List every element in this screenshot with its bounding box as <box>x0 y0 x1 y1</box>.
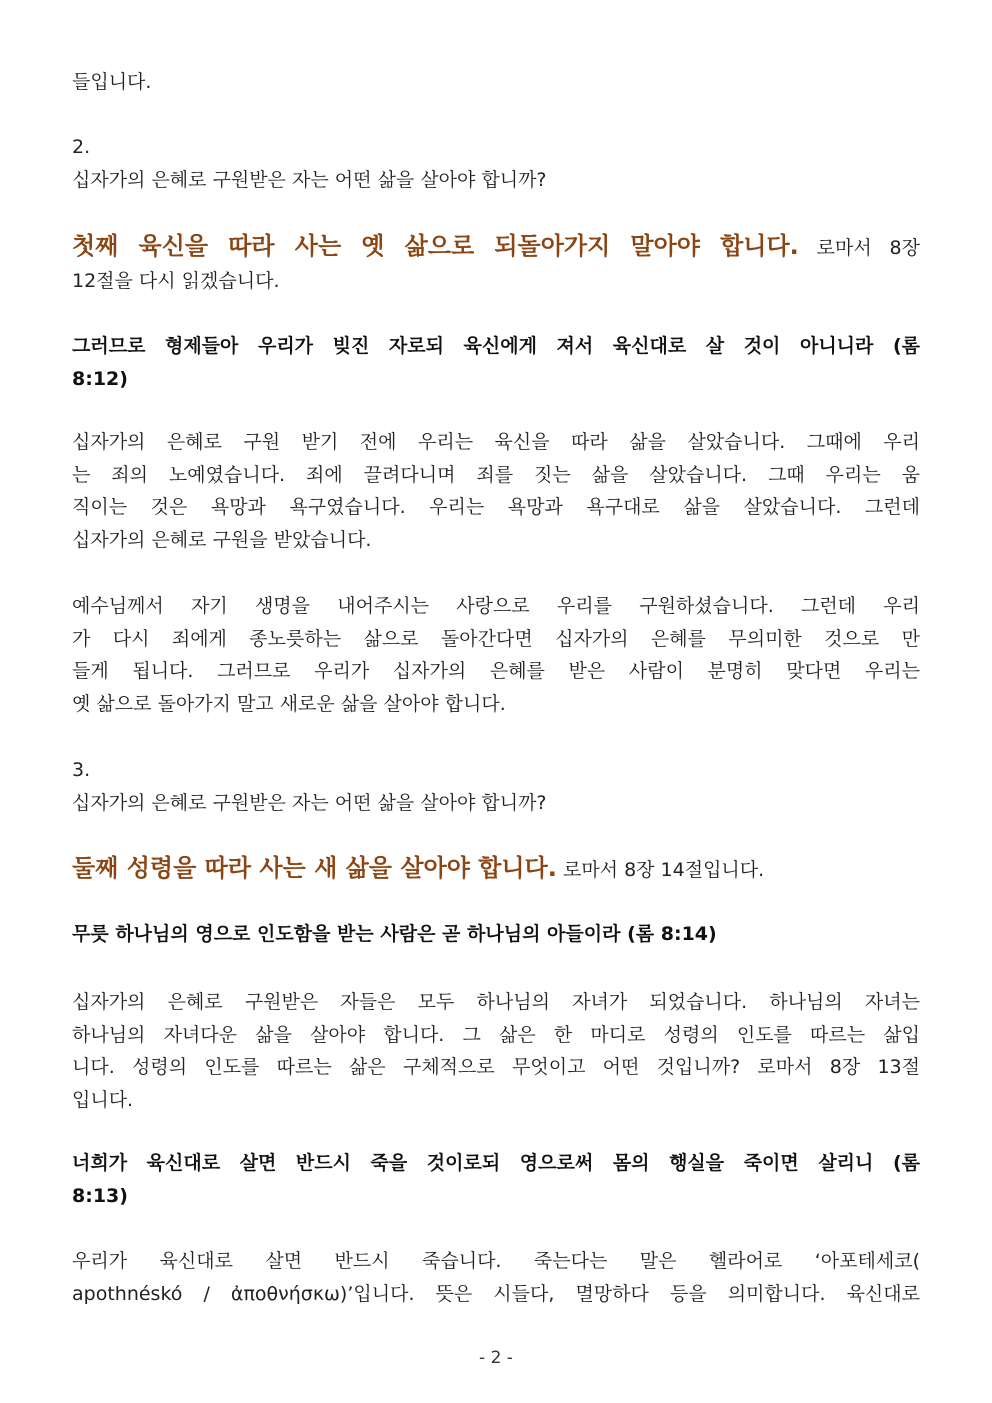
paragraph-4: 우리가 육신대로 살면 반드시 죽습니다. 죽는다는 말은 헬라어로 ‘아포테세코( apothnéskó / ἀποθνήσκω)’입니다. 뜻은 시들다, 멸망하다 등을 의미합니다. 육신대로 <box>72 1250 920 1305</box>
bible-verse-1: 그러므로 형제들아 우리가 빚진 자로되 육신에게 져서 육신대로 살 것이 아니니라 (롬 8:12) <box>72 335 920 390</box>
heading-reference: 로마서 8장 14절입니다. <box>556 859 765 881</box>
page-number: - 2 - <box>479 1348 513 1368</box>
section-heading-2 <box>72 852 920 887</box>
paragraph-3: 십자가의 은혜로 구원받은 자들은 모두 하나님의 자녀가 되었습니다. 하나님의 자녀는 하나님의 자녀다운 삶을 살아야 합니다. 그 삶은 한 마디로 성령의 인도를 따르는 삶입 니다. 성령의 인도를 따르는 삶은 구체적으로 무엇이고 어떤 것입니까? 로마서 8장 13절 입니다. <box>72 991 920 1111</box>
question-number: 3. <box>72 759 91 781</box>
question-text: 십자가의 은혜로 구원받은 자는 어떤 삶을 살아야 합니까? <box>72 168 547 191</box>
question-number: 2. <box>72 136 91 158</box>
bible-verse-2: 무릇 하나님의 영으로 인도함을 받는 사람은 곧 하나님의 아들이라 (롬 8:14) <box>72 923 717 945</box>
section-heading-1: 첫째 육신을 따라 사는 옛 삶으로 되돌아가지 말아야 합니다. 로마서 8장 12절을 다시 읽겠습니다. <box>72 232 920 292</box>
question-block-2 <box>72 131 920 196</box>
question-text: 십자가의 은혜로 구원받은 자는 어떤 삶을 살아야 합니까? <box>72 791 547 814</box>
paragraph-1: 십자가의 은혜로 구원 받기 전에 우리는 육신을 따라 삶을 살았습니다. 그때에 우리 는 죄의 노예였습니다. 죄에 끌려다니며 죄를 짓는 삶을 살았습니다. 그때 우리는 움 직이는 것은 욕망과 욕구였습니다. 우리는 욕망과 욕구대로 삶을 살았습니다. 그런데 십자가의 은혜로 구원을 받았습니다. <box>72 431 920 551</box>
text-line: 들입니다. <box>72 71 152 93</box>
heading-text: 둘째 성령을 따라 사는 새 삶을 살아야 합니다. <box>72 854 557 882</box>
heading-reference: 로마서 8장 <box>798 237 920 259</box>
question-block-3 <box>72 754 920 819</box>
paragraph-2: 예수님께서 자기 생명을 내어주시는 사랑으로 우리를 구원하셨습니다. 그런데 우리 가 다시 죄에게 종노릇하는 삶으로 돌아간다면 십자가의 은혜를 무의미한 것으로 만 들게 됩니다. 그러므로 우리가 십자가의 은혜를 받은 사람이 분명히 맞다면 우리는 옛 삶으로 돌아가지 말고 새로운 삶을 살아야 합니다. <box>72 595 920 715</box>
bible-verse-3: 너희가 육신대로 살면 반드시 죽을 것이로되 영으로써 몸의 행실을 죽이면 살리니 (롬 8:13) <box>72 1152 920 1207</box>
heading-text: 첫째 육신을 따라 사는 옛 삶으로 되돌아가지 말아야 합니다. <box>72 232 799 260</box>
